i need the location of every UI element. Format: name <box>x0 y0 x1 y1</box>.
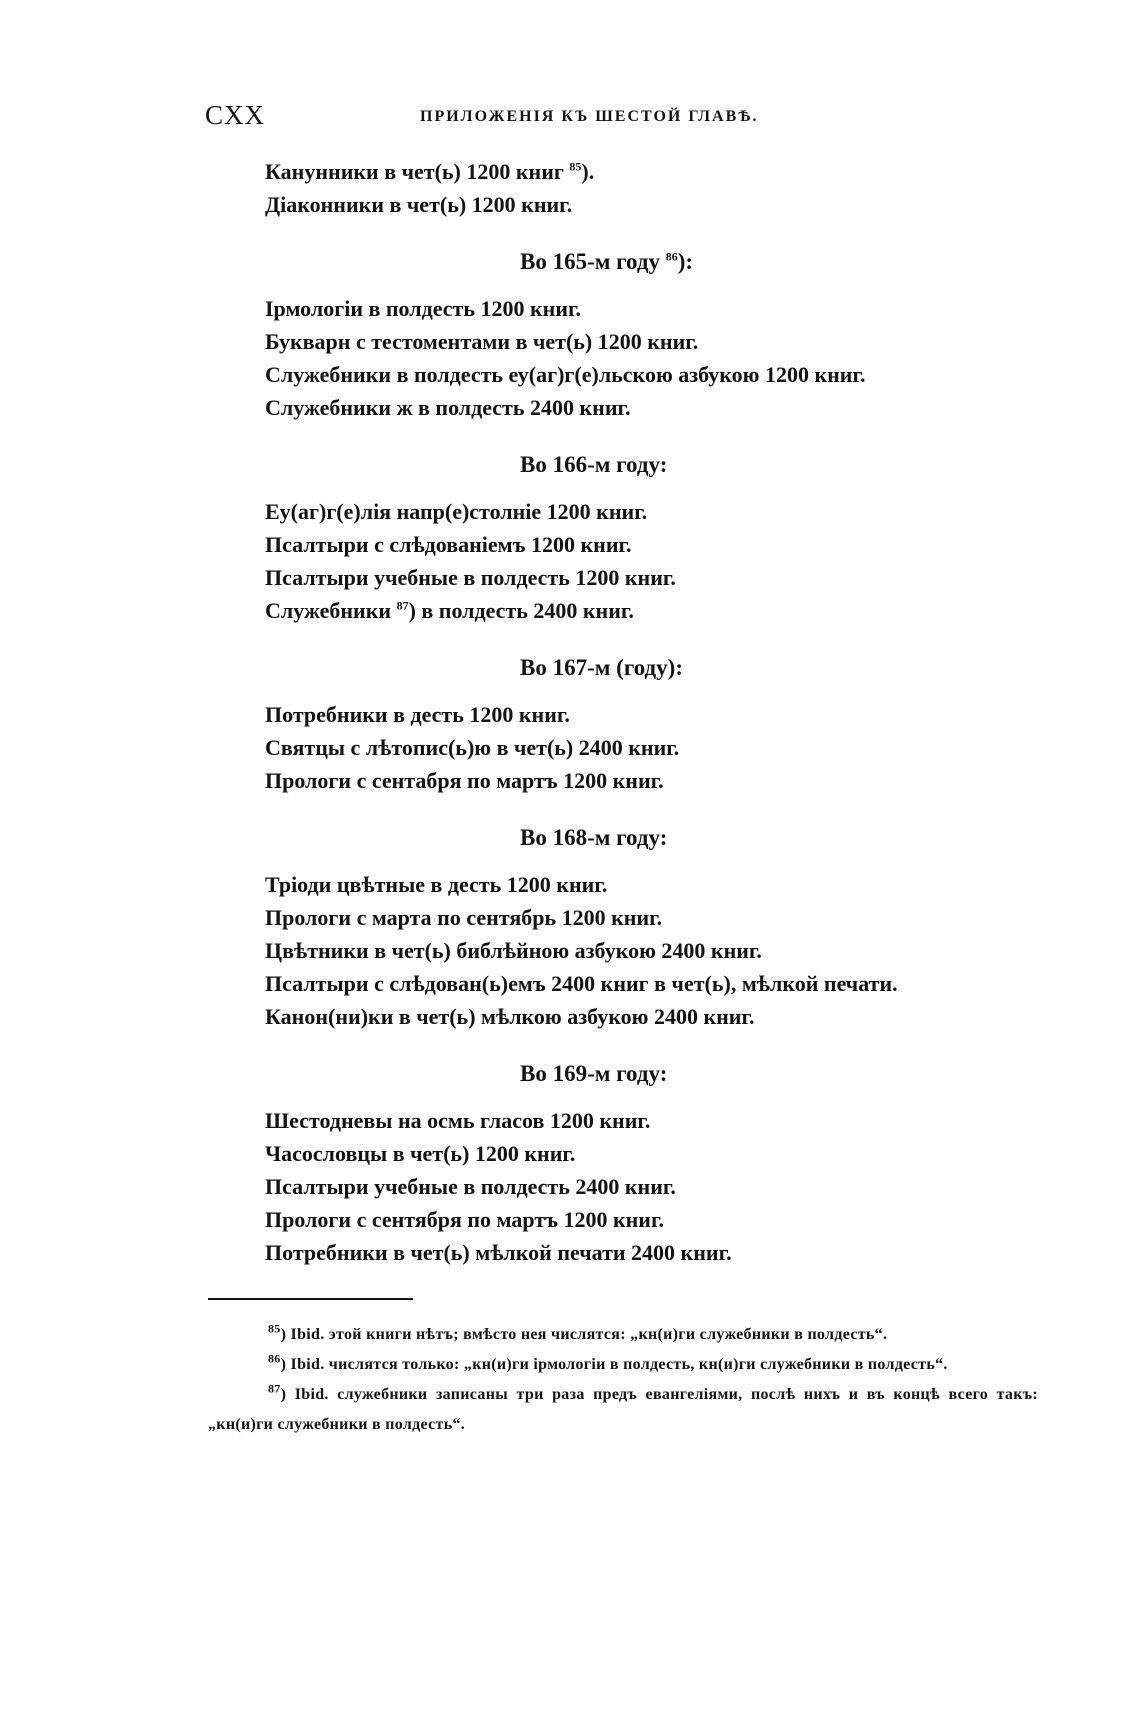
text-line <box>265 155 1065 188</box>
text-line-text: Потребники в чет(ь) мѣлкой печати 2400 книг. <box>265 1240 732 1265</box>
section <box>265 1057 1065 1269</box>
text-line <box>265 1000 1065 1033</box>
text-line <box>265 292 1065 325</box>
heading-text: Во 165-м году <box>520 249 666 274</box>
heading-text: Во 166-м году: <box>520 452 668 477</box>
text-line-text: Ірмологіи в полдесть 1200 книг. <box>265 296 582 321</box>
text-line-text: Псалтыри с слѣдован(ь)емъ 2400 книг в чет(ь), мѣлкой печати. <box>265 971 898 996</box>
footnote-text: ) Ibid. числятся только: „кн(и)ги ірмологіи в полдесть, кн(и)ги служебники в полдесть“. <box>280 1356 948 1373</box>
text-line <box>265 391 1065 424</box>
text-line-text: Букварн с тестоментами в чет(ь) 1200 книг. <box>265 329 699 354</box>
running-title: ПРИЛОЖЕНІЯ КЪ ШЕСТОЙ ГЛАВѢ. <box>420 108 759 125</box>
footnote-ref: 87 <box>396 598 409 613</box>
heading-text: Во 168-м году: <box>520 825 668 850</box>
text-line <box>265 967 1065 1000</box>
section-heading <box>265 1057 1065 1090</box>
footnote-text: ) Ibid. служебники записаны три раза предъ евангеліями, послѣ нихъ и въ концѣ всего такъ: „кн(и)ги служебники в полдесть“. <box>208 1386 1038 1433</box>
text-line-text: Псалтыри учебные в полдесть 1200 книг. <box>265 565 676 590</box>
text-line-text: Служебники ж в полдесть 2400 книг. <box>265 395 631 420</box>
footnote-text: ) Ibid. этой книги нѣтъ; вмѣсто нея числятся: „кн(и)ги служебники в полдесть“. <box>280 1326 888 1343</box>
text-line-text: Цвѣтники в чет(ь) библѣйною азбукою 2400 книг. <box>265 938 762 963</box>
text-line <box>265 901 1065 934</box>
footnote <box>208 1350 1038 1380</box>
text-line-text-after: ) в полдесть 2400 книг. <box>408 598 634 623</box>
text-line <box>265 764 1065 797</box>
footnotes <box>208 1320 1038 1440</box>
text-line <box>265 1203 1065 1236</box>
text-line <box>265 495 1065 528</box>
text-line-text: Канунники в чет(ь) 1200 книг <box>265 159 570 184</box>
footnote-mark: 87 <box>268 1381 281 1396</box>
text-line-text: Служебники <box>265 598 397 623</box>
text-line <box>265 358 1065 391</box>
footnote-rule <box>208 1298 413 1300</box>
text-line <box>265 325 1065 358</box>
text-line-text: Шестодневы на осмь гласов 1200 книг. <box>265 1108 651 1133</box>
text-line <box>265 731 1065 764</box>
text-line <box>265 1170 1065 1203</box>
footnote <box>208 1320 1038 1350</box>
text-line-text: Прологи с марта по сентябрь 1200 книг. <box>265 905 663 930</box>
text-line-text: Еу(аг)г(е)лія напр(е)столніе 1200 книг. <box>265 499 648 524</box>
text-line-text: Тріоди цвѣтные в десть 1200 книг. <box>265 872 608 897</box>
text-line <box>265 1137 1065 1170</box>
heading-text: Во 167-м (году): <box>520 655 683 680</box>
text-line <box>265 528 1065 561</box>
text-line-text: Прологи с сентября по мартъ 1200 книг. <box>265 1207 664 1232</box>
section <box>265 448 1065 627</box>
text-line-text: Служебники в полдесть еу(аг)г(е)льскою азбукою 1200 книг. <box>265 362 866 387</box>
page-header <box>205 100 1020 140</box>
footnote <box>208 1380 1038 1440</box>
text-line-text: Прологи с сентабря по мартъ 1200 книг. <box>265 768 664 793</box>
text-line <box>265 188 1065 221</box>
text-line-text: Часословцы в чет(ь) 1200 книг. <box>265 1141 576 1166</box>
text-line-text: Псалтыри учебные в полдесть 2400 книг. <box>265 1174 676 1199</box>
text-line <box>265 934 1065 967</box>
text-line-text: Канон(ни)ки в чет(ь) мѣлкою азбукою 2400 книг. <box>265 1004 755 1029</box>
text-line <box>265 561 1065 594</box>
text-line-text-after: ). <box>581 159 595 184</box>
text-line-text: Діаконники в чет(ь) 1200 книг. <box>265 192 573 217</box>
text-line <box>265 1104 1065 1137</box>
section <box>265 651 1065 797</box>
section <box>265 821 1065 1033</box>
page-number: CXX <box>205 100 266 130</box>
heading-text-after: ): <box>677 249 694 274</box>
text-line <box>265 594 1065 627</box>
text-line-text: Потребники в десть 1200 книг. <box>265 702 570 727</box>
section-heading <box>265 448 1065 481</box>
text-line <box>265 868 1065 901</box>
text-line-text: Псалтыри с слѣдованіемъ 1200 книг. <box>265 532 632 557</box>
footnote-ref: 85 <box>569 159 582 174</box>
body-text <box>265 155 1065 1269</box>
text-line <box>265 1236 1065 1269</box>
text-line <box>265 698 1065 731</box>
intro-block <box>265 155 1065 221</box>
section-heading <box>265 245 1065 278</box>
section-heading <box>265 651 1065 684</box>
footnote-mark: 86 <box>268 1351 281 1366</box>
footnote-mark: 85 <box>268 1321 281 1336</box>
section-heading <box>265 821 1065 854</box>
text-line-text: Святцы с лѣтопис(ь)ю в чет(ь) 2400 книг. <box>265 735 680 760</box>
footnote-ref: 86 <box>665 249 678 264</box>
sections-block <box>265 245 1065 1269</box>
heading-text: Во 169-м году: <box>520 1061 668 1086</box>
section <box>265 245 1065 424</box>
